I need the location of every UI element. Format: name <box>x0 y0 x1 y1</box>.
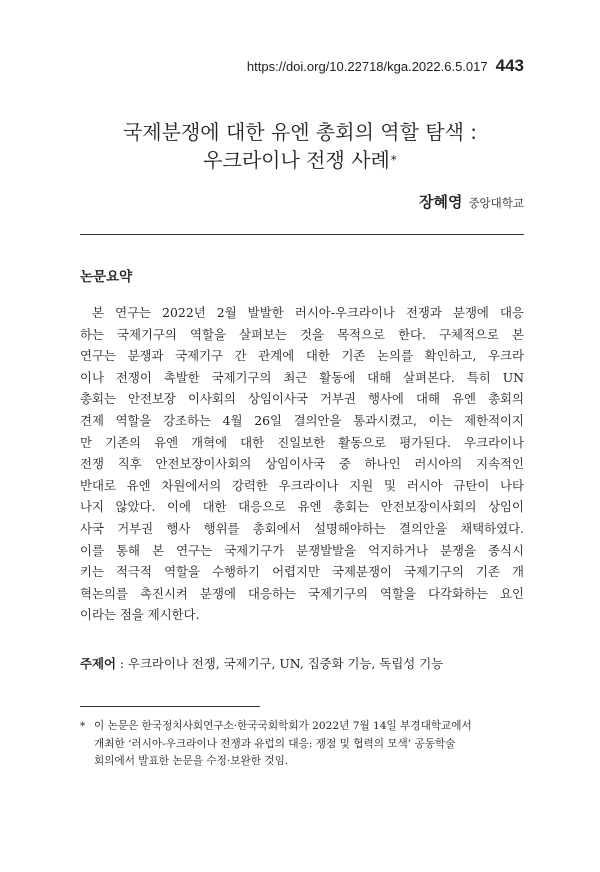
title-footnote-mark: * <box>390 153 397 167</box>
doi-link[interactable]: https://doi.org/10.22718/kga.2022.6.5.017 <box>246 59 488 74</box>
author-block <box>419 191 524 212</box>
abstract-line: 전쟁 직후 안전보장이사회의 상임이사국 중 하나인 러시아의 지속적인 <box>80 456 524 472</box>
page-number: 443 <box>495 56 524 75</box>
footnote-line: 개최한 ‘러시아-우크라이나 전쟁과 유럽의 대응: 쟁점 및 협력의 모색’ 공동학술 <box>94 737 456 750</box>
title-subtitle-line <box>0 146 600 174</box>
abstract-line: 연구는 분쟁과 국제기구 간 관계에 대한 기존 논의를 확인하고, 우크라 <box>80 348 524 364</box>
author-name: 장혜영 <box>418 193 463 211</box>
abstract-body <box>80 302 524 626</box>
abstract-line: 혁논의를 촉진시켜 분쟁에 대응하는 국제기구의 역할을 다각화하는 요인 <box>80 585 524 601</box>
keywords <box>80 654 443 672</box>
abstract-line: 이나 전쟁이 촉발한 국제기구의 최근 활동에 대해 살펴본다. 특히 UN <box>80 369 524 385</box>
title-subtitle: 우크라이나 전쟁 사례 <box>203 148 390 172</box>
abstract-line: 이를 통해 본 연구는 국제기구가 분쟁발발을 억지하거나 분쟁을 종식시 <box>80 542 524 558</box>
title-main: 국제분쟁에 대한 유엔 총회의 역할 탐색 : <box>122 120 477 144</box>
paper-title <box>0 118 600 174</box>
footnote-line: 이 논문은 한국정치사회연구소·한국국회학회가 2022년 7월 14일 부경대학교에서 <box>94 720 472 732</box>
abstract-line: 이라는 점을 제시한다. <box>80 607 200 623</box>
footnote-mark: * <box>80 720 86 732</box>
keywords-label: 주제어 <box>80 656 116 671</box>
keywords-separator: : <box>115 656 128 671</box>
abstract-line: 하는 국제기구의 역할을 살펴보는 것을 목적으로 한다. 구체적으로 본 <box>80 326 524 342</box>
abstract-line: 본 연구는 2022년 2월 발발한 러시아-우크라이나 전쟁과 분쟁에 대응 <box>92 305 524 320</box>
abstract-line: 키는 적극적 역할을 수행하기 어렵지만 국제분쟁이 국제기구의 기존 개 <box>80 564 524 580</box>
author-affiliation: 중앙대학교 <box>468 196 524 210</box>
keywords-list: 우크라이나 전쟁, 국제기구, UN, 집중화 기능, 독립성 기능 <box>127 656 444 671</box>
abstract-line: 총회는 안전보장 이사회의 상임이사국 거부권 행사에 대해 유엔 총회의 <box>80 391 524 407</box>
abstract-heading: 논문요약 <box>80 269 133 285</box>
abstract-line: 견제 역할을 강조하는 4월 26일 결의안을 통과시켰고, 이는 제한적이지 <box>80 412 524 428</box>
header-divider <box>80 234 524 235</box>
footnote-line: 회의에서 발표한 논문을 수정·보완한 것임. <box>94 755 289 767</box>
footnote <box>80 718 532 771</box>
running-header <box>247 56 524 76</box>
abstract-line: 나지 않았다. 이에 대한 대응으로 유엔 총회는 안전보장이사회의 상임이 <box>80 499 524 515</box>
footnote-divider <box>80 706 260 707</box>
abstract-line: 만 기존의 유엔 개혁에 대한 진일보한 활동으로 평가된다. 우크라이나 <box>80 434 524 450</box>
abstract-line: 반대로 유엔 차원에서의 강력한 우크라이나 지원 및 러시아 규탄이 나타 <box>80 477 524 493</box>
abstract-line: 사국 거부권 행사 행위를 총회에서 설명해야하는 결의안을 채택하였다. <box>80 520 524 536</box>
